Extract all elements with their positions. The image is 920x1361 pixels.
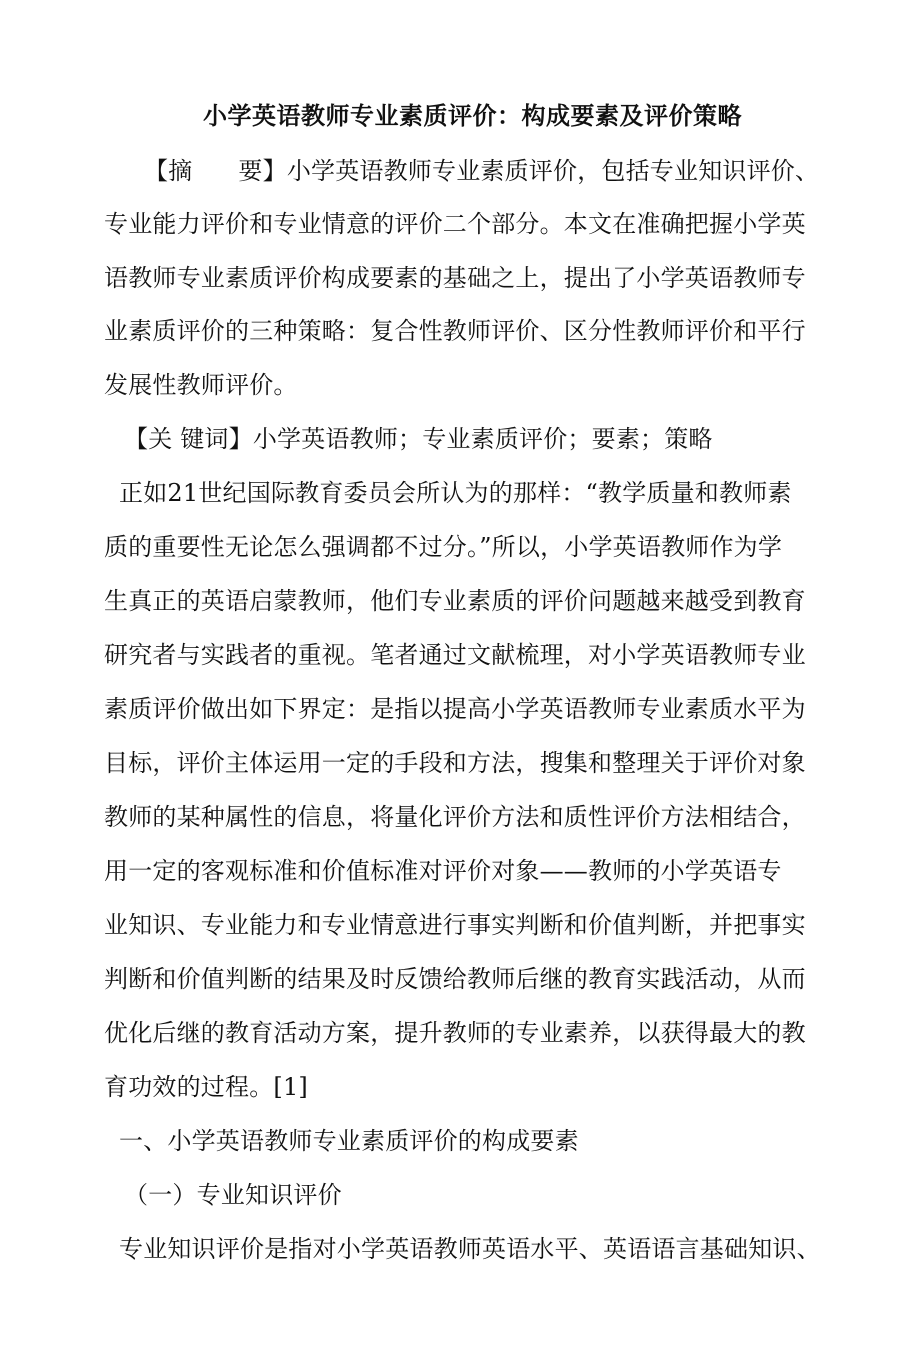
- subsection-heading: （一）专业知识评价: [124, 1181, 342, 1209]
- document-title: 小学英语教师专业素质评价：构成要素及评价策略: [203, 102, 742, 130]
- body-line: 素质评价做出如下界定：是指以提高小学英语教师专业素质水平为: [104, 695, 806, 723]
- body-line: 质的重要性无论怎么强调都不过分。”所以，小学英语教师作为学: [104, 533, 783, 561]
- abstract-line: 专业能力评价和专业情意的评价二个部分。本文在准确把握小学英: [104, 210, 806, 238]
- body-line: 研究者与实践者的重视。笔者通过文献梳理，对小学英语教师专业: [104, 641, 806, 669]
- body-line: 正如21世纪国际教育委员会所认为的那样：“教学质量和教师素: [119, 479, 792, 507]
- body-line: 业知识、专业能力和专业情意进行事实判断和价值判断，并把事实: [104, 911, 806, 939]
- body-line: 生真正的英语启蒙教师，他们专业素质的评价问题越来越受到教育: [104, 587, 806, 615]
- abstract-line: 语教师专业素质评价构成要素的基础之上，提出了小学英语教师专: [104, 264, 806, 292]
- abstract-line: 发展性教师评价。: [104, 371, 298, 399]
- body-line: 育功效的过程。[1]: [104, 1073, 308, 1101]
- keywords-line: 【关 键词】小学英语教师；专业素质评价；要素；策略: [124, 425, 713, 453]
- abstract-line: 业素质评价的三种策略：复合性教师评价、区分性教师评价和平行: [104, 317, 806, 345]
- abstract-label-close: 要】: [238, 157, 287, 185]
- body-line: 目标，评价主体运用一定的手段和方法，搜集和整理关于评价对象: [104, 749, 806, 777]
- body-line: 优化后继的教育活动方案，提升教师的专业素养，以获得最大的教: [104, 1019, 806, 1047]
- abstract-label-open: 【摘: [144, 157, 193, 185]
- section-heading: 一、小学英语教师专业素质评价的构成要素: [119, 1127, 579, 1155]
- abstract-line: 小学英语教师专业素质评价，包括专业知识评价、: [286, 157, 820, 185]
- body-line: 用一定的客观标准和价值标准对评价对象——教师的小学英语专: [104, 857, 782, 885]
- body-line: 判断和价值判断的结果及时反馈给教师后继的教育实践活动，从而: [104, 965, 806, 993]
- abstract-first-line: [144, 155, 819, 187]
- body-line: 专业知识评价是指对小学英语教师英语水平、英语语言基础知识、: [119, 1235, 821, 1263]
- body-line: 教师的某种属性的信息，将量化评价方法和质性评价方法相结合，: [104, 803, 806, 831]
